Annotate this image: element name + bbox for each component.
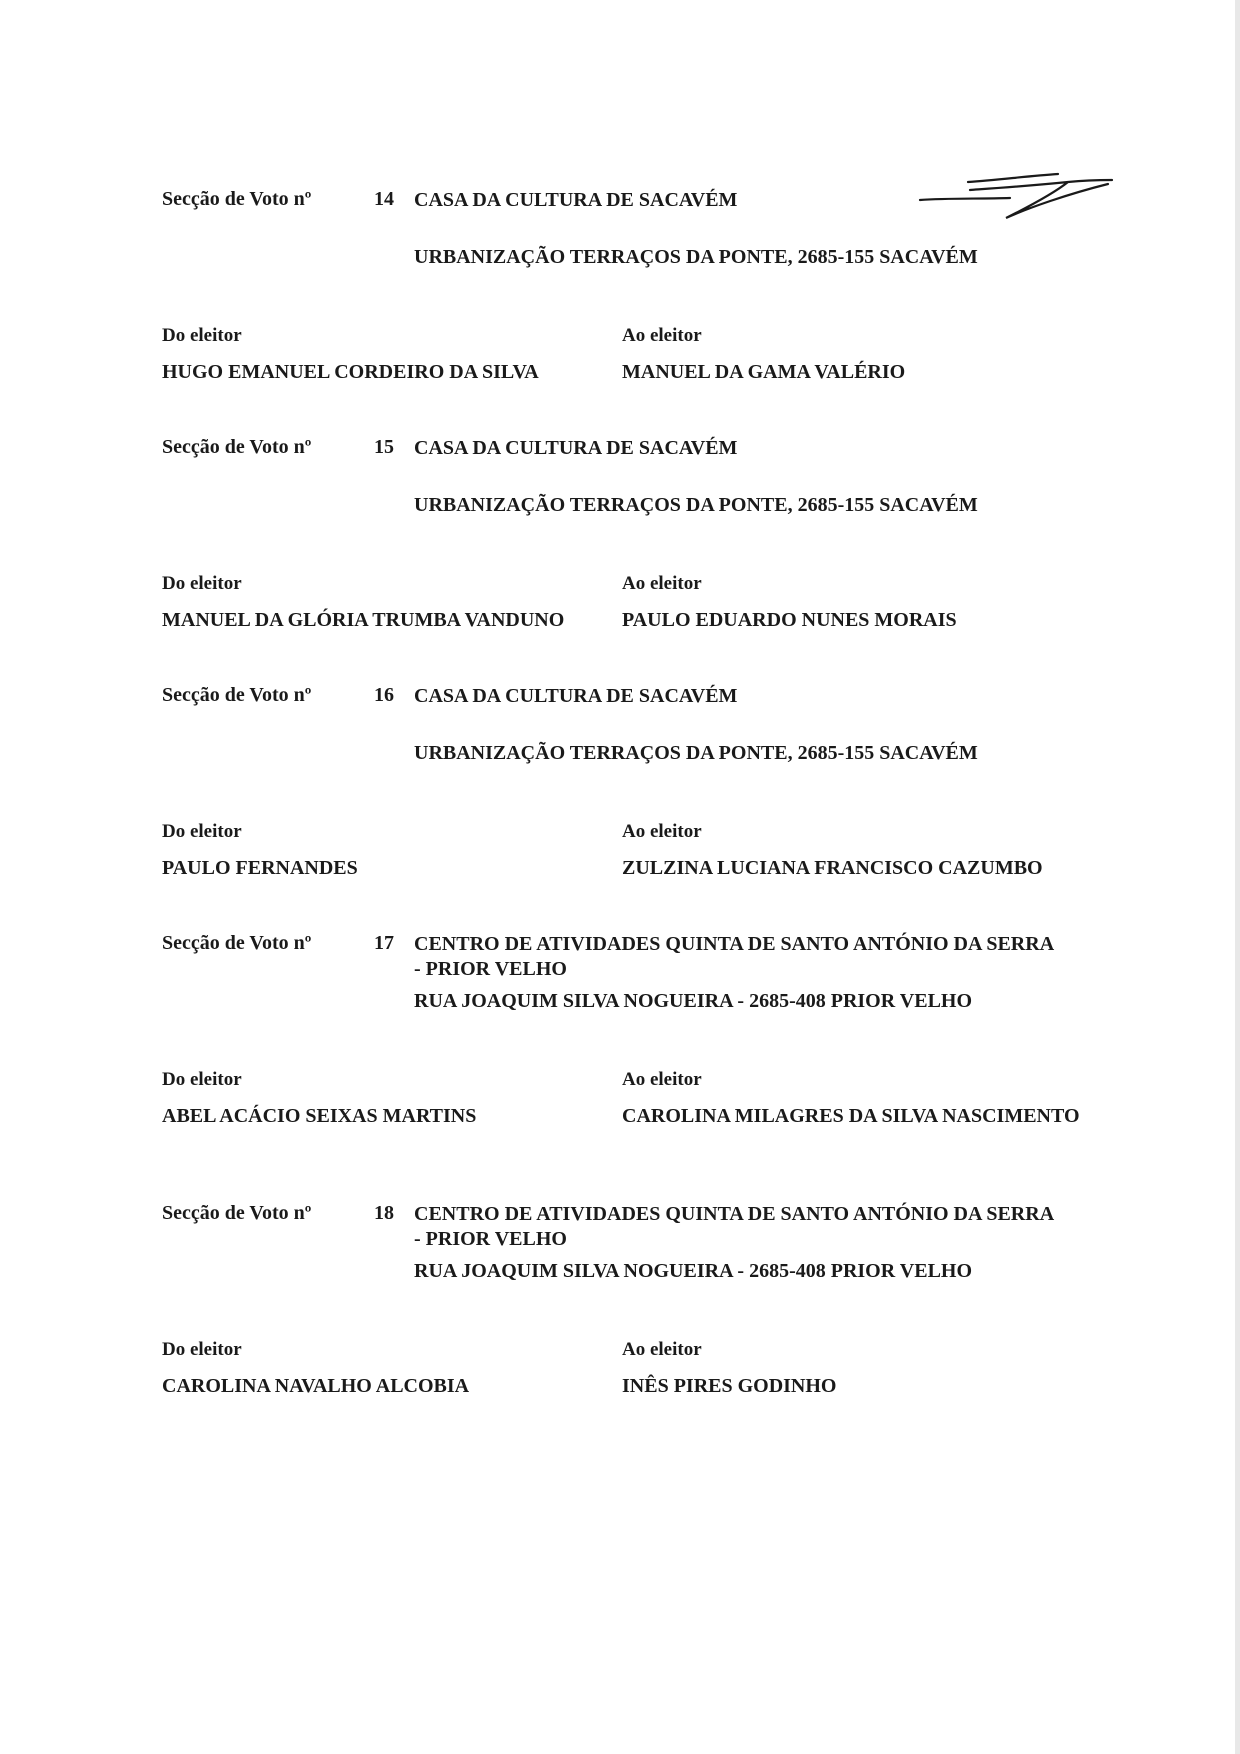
voting-section bbox=[158, 188, 1098, 383]
to-name: MANUEL DA GAMA VALÉRIO bbox=[622, 361, 906, 383]
section-address: URBANIZAÇÃO TERRAÇOS DA PONTE, 2685-155 SACAVÉM bbox=[414, 494, 978, 516]
section-address: RUA JOAQUIM SILVA NOGUEIRA - 2685-408 PRIOR VELHO bbox=[414, 1260, 973, 1282]
to-voter bbox=[622, 821, 1092, 881]
section-number: 16 bbox=[374, 684, 394, 706]
section-number: 14 bbox=[374, 188, 394, 210]
section-label: Secção de Voto nº bbox=[162, 684, 312, 706]
scan-edge bbox=[1235, 0, 1240, 1754]
to-label: Ao eleitor bbox=[622, 821, 702, 842]
from-name: CAROLINA NAVALHO ALCOBIA bbox=[162, 1375, 470, 1397]
section-place: CENTRO DE ATIVIDADES QUINTA DE SANTO ANTÓNIO DA SERRA - PRIOR VELHO bbox=[414, 1203, 1054, 1250]
from-label: Do eleitor bbox=[162, 325, 242, 346]
from-name: MANUEL DA GLÓRIA TRUMBA VANDUNO bbox=[162, 609, 565, 631]
from-voter bbox=[162, 821, 602, 881]
section-label: Secção de Voto nº bbox=[162, 1202, 312, 1224]
to-name: PAULO EDUARDO NUNES MORAIS bbox=[622, 609, 957, 631]
from-label: Do eleitor bbox=[162, 573, 242, 594]
from-voter bbox=[162, 1069, 602, 1129]
voting-section bbox=[158, 436, 1098, 631]
from-label: Do eleitor bbox=[162, 1069, 242, 1090]
from-label: Do eleitor bbox=[162, 1339, 242, 1360]
section-number: 18 bbox=[374, 1202, 394, 1224]
from-voter bbox=[162, 1339, 602, 1399]
section-address: URBANIZAÇÃO TERRAÇOS DA PONTE, 2685-155 SACAVÉM bbox=[414, 246, 978, 268]
to-name: ZULZINA LUCIANA FRANCISCO CAZUMBO bbox=[622, 857, 1043, 879]
to-name: INÊS PIRES GODINHO bbox=[622, 1375, 837, 1397]
section-place: CASA DA CULTURA DE SACAVÉM bbox=[414, 189, 738, 211]
section-label: Secção de Voto nº bbox=[162, 188, 312, 210]
to-label: Ao eleitor bbox=[622, 1069, 702, 1090]
to-voter bbox=[622, 573, 1092, 633]
section-address: URBANIZAÇÃO TERRAÇOS DA PONTE, 2685-155 SACAVÉM bbox=[414, 742, 978, 764]
from-name: PAULO FERNANDES bbox=[162, 857, 358, 879]
to-label: Ao eleitor bbox=[622, 1339, 702, 1360]
to-voter bbox=[622, 1339, 1092, 1399]
section-place: CASA DA CULTURA DE SACAVÉM bbox=[414, 437, 738, 459]
section-label: Secção de Voto nº bbox=[162, 932, 312, 954]
to-label: Ao eleitor bbox=[622, 573, 702, 594]
from-voter bbox=[162, 573, 602, 633]
to-voter bbox=[622, 1069, 1092, 1129]
section-label: Secção de Voto nº bbox=[162, 436, 312, 458]
from-label: Do eleitor bbox=[162, 821, 242, 842]
section-place: CASA DA CULTURA DE SACAVÉM bbox=[414, 685, 738, 707]
to-label: Ao eleitor bbox=[622, 325, 702, 346]
section-place: CENTRO DE ATIVIDADES QUINTA DE SANTO ANTÓNIO DA SERRA - PRIOR VELHO bbox=[414, 933, 1054, 980]
section-number: 17 bbox=[374, 932, 394, 954]
from-name: ABEL ACÁCIO SEIXAS MARTINS bbox=[162, 1105, 477, 1127]
voting-section bbox=[158, 1202, 1098, 1397]
to-voter bbox=[622, 325, 1092, 385]
from-voter bbox=[162, 325, 602, 385]
voting-section bbox=[158, 684, 1098, 879]
section-address: RUA JOAQUIM SILVA NOGUEIRA - 2685-408 PRIOR VELHO bbox=[414, 990, 973, 1012]
from-name: HUGO EMANUEL CORDEIRO DA SILVA bbox=[162, 361, 539, 383]
to-name: CAROLINA MILAGRES DA SILVA NASCIMENTO bbox=[622, 1105, 1080, 1127]
voting-section bbox=[158, 932, 1098, 1127]
section-number: 15 bbox=[374, 436, 394, 458]
